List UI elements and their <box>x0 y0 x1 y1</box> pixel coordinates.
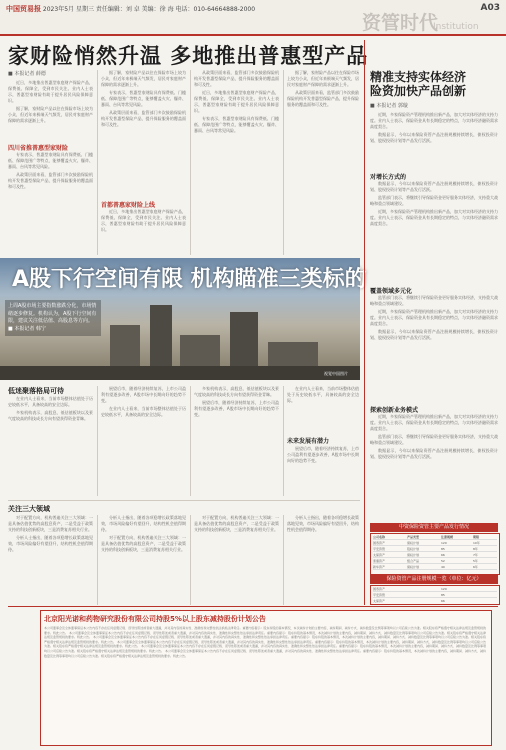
table-row <box>373 599 497 603</box>
story-two-paragraph: 在业内人士看来，当前市场整体估值处于历史较低水平，具备较高的安全边际。 <box>101 406 186 417</box>
column-divider <box>283 515 284 605</box>
table-row <box>373 553 497 558</box>
right-paragraph: 数据显示，今年以来保险资管产品注册规模持续增长，债权投资计划、股权投资计划等产品发行活跃。 <box>370 329 498 340</box>
table-cell: 产品类型 <box>407 535 420 539</box>
advertisement-body: 本公司董事会及全体董事保证本公告内容不存在任何虚假记载、误导性陈述或者重大遗漏，并对其内容的真实性、准确性和完整性依法承担法律责任。重要内容提示：股东持股的基本情况，本次减持计划的主要内容，减持期间、减持方式、减持数量及比例等事项均以公司后续公告为准。相关股东将严格遵守相关法律法规及监管规则的要求。特此公告。 <box>44 648 486 658</box>
right-text-2 <box>370 181 498 276</box>
photo-credit: 视觉中国图片 <box>324 371 348 376</box>
lead-paragraph: 近日，多地推出普惠型家庭财产保险产品，保费低、保障全，受到市民关注。业内人士表示，普惠型家财险有助于提升居民风险保障意识。 <box>194 90 279 113</box>
table-cell: 太保资产 <box>373 553 386 557</box>
lead-paragraph: 据了解，家财险产品以往在保险市场上较为小众，但近年来极端天气频发，居民对家庭财产保障的需求逐渐上升。 <box>287 70 359 87</box>
table-cell: 太保资产 <box>373 599 386 603</box>
story-two-column-4 <box>287 386 359 434</box>
right-paragraph: 数据显示，今年以来保险资管产品注册规模持续增长，债权投资计划、股权投资计划等产品发行活跃。 <box>370 448 498 459</box>
lead-paragraph: 专家表示，普惠型家财险具有保费低、门槛低、保障范围广等特点，能够覆盖火灾、爆炸、暴雨、台风等常见风险。 <box>101 90 186 107</box>
advertisement-body: 本公司董事会及全体董事保证本公告内容不存在任何虚假记载、误导性陈述或者重大遗漏，并对其内容的真实性、准确性和完整性依法承担法律责任。重要内容提示：股东持股的基本情况，本次减持计划的主要内容，减持期间、减持方式、减持数量及比例等事项均以公司后续公告为准。相关股东将严格遵守相关法律法规及监管规则的要求。特此公告。 <box>44 630 486 640</box>
right-paragraph: 近期，多家保险资产管理机构推出新产品，加大对实体经济的支持力度。业内人士表示，保险资金具有长期稳定的特点，与实体经济融资需求高度契合。 <box>370 309 498 326</box>
bottom-column-1 <box>8 515 93 605</box>
table-cell: 债权计划 <box>407 541 420 545</box>
lead-byline: ■ 本报记者 薛德 <box>8 71 46 77</box>
story-two-paragraph: 展望后市，随着经济持续复苏，上市公司盈利有望逐步改善，A股市场中长期向好的趋势不变。 <box>101 386 186 403</box>
story-two-column-4b <box>287 446 359 496</box>
column-divider <box>283 70 284 255</box>
table-cell: 120 <box>441 587 447 591</box>
lead-paragraph: 从政策层面来看，监管部门多次鼓励保险机构开发普惠型保险产品，提升保险服务的覆盖面和可及性。 <box>101 110 186 127</box>
column-divider <box>283 386 284 496</box>
advertisement-body: 本公司董事会及全体董事保证本公告内容不存在任何虚假记载、误导性陈述或者重大遗漏，并对其内容的真实性、准确性和完整性依法承担法律责任。重要内容提示：股东持股的基本情况，本次减持计划的主要内容，减持期间、减持方式、减持数量及比例等事项均以公司后续公告为准。相关股东将严格遵守相关法律法规及监管规则的要求。特此公告。 <box>44 635 486 644</box>
data-table <box>370 533 500 575</box>
table-cell: 85 <box>441 547 445 551</box>
table-cell: 52 <box>441 559 445 563</box>
section-subtitle: Institution <box>433 22 479 32</box>
masthead-date: 2023年5月 <box>42 6 75 13</box>
lead-paragraph: 近日，多地推出普惠型家庭财产保险产品，保费低、保障全，受到市民关注。业内人士表示，普惠型家财险有助于提升居民风险保障意识。 <box>101 209 186 232</box>
right-paragraph: 近期，多家保险资产管理机构推出新产品，加大对实体经济的支持力度。业内人士表示，保险资金具有长期稳定的特点，与实体经济融资需求高度契合。 <box>370 414 498 431</box>
right-headline <box>370 70 466 98</box>
edition-info: 星期三 责任编辑：刘 卓 美编：徐 海 电话：010-64664888-2000 <box>75 6 256 13</box>
table-row <box>373 593 497 598</box>
photo-caption-byline: ■ 本报记者 韩宁 <box>8 325 46 332</box>
photo-caption-text: 上周A股市场主要指数涨跌分化，市场情绪逐步修复。机构认为，A股下行空间有限，建议关注低估值、高股息等方向。 <box>8 303 97 324</box>
right-byline: ■ 本报记者 郭璇 <box>370 103 408 109</box>
right-paragraph: 数据显示，今年以来保险资管产品注册规模持续增长，债权投资计划、股权投资计划等产品发行活跃。 <box>370 181 498 192</box>
story-two-paragraph: 展望后市，随着经济持续复苏，上市公司盈利有望逐步改善，A股市场中长期向好的趋势不变。 <box>194 400 279 417</box>
table-cell: 国寿资产 <box>373 587 386 591</box>
table-cell: 组合产品 <box>407 559 420 563</box>
table-cell: 期限 <box>473 535 480 539</box>
ad-top-rule <box>8 606 498 607</box>
lead-column-4 <box>287 70 359 255</box>
table-title: 保险资管产品注册规模一览（单位：亿元） <box>370 575 498 584</box>
table-cell: 平安资管 <box>373 593 386 597</box>
table-row <box>373 587 497 592</box>
header-divider <box>0 34 506 36</box>
right-headline-line1: 精准支持实体经济 <box>370 70 467 84</box>
table-cell: 债权计划 <box>407 553 420 557</box>
right-text-3 <box>370 295 498 395</box>
photo-caption <box>5 300 101 336</box>
right-subhead: 对增长方式的 <box>370 174 407 181</box>
lead-column-3 <box>194 70 279 255</box>
table-cell: 债权计划 <box>407 565 420 569</box>
table-cell: 股权计划 <box>407 547 420 551</box>
lead-headline: 家财险悄然升温 多地推出普惠型产品 <box>8 44 369 68</box>
table-cell: 新华资产 <box>373 565 386 569</box>
table-cell: 10年 <box>473 541 480 545</box>
bottom-section-title: 关注三大领域 <box>8 505 50 513</box>
data-table <box>370 585 500 605</box>
bottom-paragraph: 对于配置方向，机构普遍关注三大领域：一是具备估值优势的高股息资产，二是受益于政策支持的科技创新板块，三是消费复苏相关行业。 <box>101 535 186 552</box>
lead-column-2 <box>101 70 186 190</box>
story-two-paragraph: 多家机构表示，高股息、低估值板块以及景气度较高的科技成长方向有望获得资金青睐。 <box>8 410 93 421</box>
story-two-paragraph: 在业内人士看来，当前市场整体估值处于历史较低水平，具备较高的安全边际。 <box>287 386 359 403</box>
table-cell: 8年 <box>473 547 478 551</box>
column-divider <box>97 386 98 496</box>
bottom-paragraph: 分析人士指出，随着各项稳增长政策落地见效，市场风险偏好有望回升，结构性机会值得期待。 <box>101 515 186 532</box>
column-divider <box>190 386 191 496</box>
table-cell: 6年 <box>473 565 478 569</box>
paper-name: 中国贸易报 <box>6 5 41 13</box>
table-cell: 泰康资产 <box>373 559 386 563</box>
table-cell: 国寿资产 <box>373 541 386 545</box>
table-cell: 85 <box>441 593 445 597</box>
table-cell: 公司名称 <box>373 535 386 539</box>
right-paragraph: 监管部门表示，将继续引导保险资金更好服务实体经济，支持重大战略和重点领域建设。 <box>370 295 498 306</box>
table-row <box>373 535 497 540</box>
table-cell: 66 <box>441 553 445 557</box>
section-divider <box>8 500 360 501</box>
story-two-column-2 <box>101 386 186 496</box>
story-two-column-1 <box>8 396 93 496</box>
table-cell: 7年 <box>473 553 478 557</box>
right-paragraph: 监管部门表示，将继续引导保险资金更好服务实体经济，支持重大战略和重点领域建设。 <box>370 195 498 206</box>
right-paragraph: 近期，多家保险资产管理机构推出新产品，加大对实体经济的支持力度。业内人士表示，保险资金具有长期稳定的特点，与实体经济融资需求高度契合。 <box>370 112 498 129</box>
table-row <box>373 541 497 546</box>
section-title: 资管时代 <box>362 12 439 34</box>
lead-paragraph: 从政策层面来看，监管部门多次鼓励保险机构开发普惠型保险产品，提升保险服务的覆盖面和可及性。 <box>194 70 279 87</box>
story-two-column-3 <box>194 386 279 496</box>
bottom-paragraph: 分析人士指出，随着各项稳增长政策落地见效，市场风险偏好有望回升，结构性机会值得期待。 <box>287 515 359 532</box>
table-row <box>373 559 497 564</box>
photo-ground <box>0 366 360 380</box>
bottom-paragraph: 对于配置方向，机构普遍关注三大领域：一是具备估值优势的高股息资产，二是受益于政策支持的科技创新板块，三是消费复苏相关行业。 <box>8 515 93 532</box>
table-cell: 66 <box>441 599 445 603</box>
lead-paragraph: 据了解，家财险产品以往在保险市场上较为小众，但近年来极端天气频发，居民对家庭财产保障的需求逐渐上升。 <box>8 106 93 123</box>
lead-column-2b <box>101 209 186 254</box>
right-subhead: 探索创新业务模式 <box>370 407 419 414</box>
column-divider <box>97 70 98 255</box>
advertisement-text <box>44 626 486 738</box>
bottom-column-3 <box>194 515 279 605</box>
lead-paragraph: 近日，多地推出普惠型家庭财产保险产品，保费低、保障全，受到市民关注。业内人士表示，普惠型家财险有助于提升居民风险保障意识。 <box>8 80 93 103</box>
lead-column-1b <box>8 152 93 252</box>
right-paragraph: 监管部门表示，将继续引导保险资金更好服务实体经济，支持重大战略和重点领域建设。 <box>370 434 498 445</box>
bottom-paragraph: 对于配置方向，机构普遍关注三大领域：一是具备估值优势的高股息资产，二是受益于政策支持的科技创新板块，三是消费复苏相关行业。 <box>194 515 279 532</box>
table-title: 中资保险资管主要产品发行情况 <box>370 523 498 532</box>
lead-paragraph: 专家表示，普惠型家财险具有保费低、门槛低、保障范围广等特点，能够覆盖火灾、爆炸、暴雨、台风等常见风险。 <box>8 152 93 169</box>
right-text-4 <box>370 414 498 519</box>
advertisement-body: 本公司董事会及全体董事保证本公告内容不存在任何虚假记载、误导性陈述或者重大遗漏，并对其内容的真实性、准确性和完整性依法承担法律责任。重要内容提示：股东持股的基本情况，本次减持计划的主要内容，减持期间、减持方式、减持数量及比例等事项均以公司后续公告为准。相关股东将严格遵守相关法律法规及监管规则的要求。特此公告。 <box>44 644 486 653</box>
story-two-paragraph: 展望后市，随着经济持续复苏，上市公司盈利有望逐步改善，A股市场中长期向好的趋势不变。 <box>287 446 359 463</box>
advertisement-body: 本公司董事会及全体董事保证本公告内容不存在任何虚假记载、误导性陈述或者重大遗漏，并对其内容的真实性、准确性和完整性依法承担法律责任。重要内容提示：股东持股的基本情况，本次减持计划的主要内容，减持期间、减持方式、减持数量及比例等事项均以公司后续公告为准。相关股东将严格遵守相关法律法规及监管规则的要求。特此公告。 <box>44 626 486 635</box>
right-column-divider <box>364 40 365 605</box>
column-divider <box>190 70 191 255</box>
table-row <box>373 565 497 570</box>
table-cell: 40 <box>441 565 445 569</box>
advertisement-title: 北京阳光诺和药物研究股份有限公司持股5%以上股东减持股份计划公告 <box>44 615 266 623</box>
bottom-column-4 <box>287 515 359 605</box>
column-divider <box>190 515 191 605</box>
story-two-subhead: 低迷聚落格局可待 <box>8 387 64 395</box>
story-two-paragraph: 在业内人士看来，当前市场整体估值处于历史较低水平，具备较高的安全边际。 <box>8 396 93 407</box>
right-paragraph: 数据显示，今年以来保险资管产品注册规模持续增长，债权投资计划、股权投资计划等产品发行活跃。 <box>370 132 498 143</box>
right-headline-line2: 险资加快产品创新 <box>370 84 467 98</box>
table-cell: 5年 <box>473 559 478 563</box>
table-cell: 120 <box>441 541 447 545</box>
lead-paragraph: 专家表示，普惠型家财险具有保费低、门槛低、保障范围广等特点，能够覆盖火灾、爆炸、暴雨、台风等常见风险。 <box>194 116 279 133</box>
story-two-subhead: 未来发展有潜力 <box>287 438 330 445</box>
advertisement-body: 本公司董事会及全体董事保证本公告内容不存在任何虚假记载、误导性陈述或者重大遗漏，并对其内容的真实性、准确性和完整性依法承担法律责任。重要内容提示：股东持股的基本情况，本次减持计划的主要内容，减持期间、减持方式、减持数量及比例等事项均以公司后续公告为准。相关股东将严格遵守相关法律法规及监管规则的要求。特此公告。 <box>44 639 486 649</box>
story-two-paragraph: 多家机构表示，高股息、低估值板块以及景气度较高的科技成长方向有望获得资金青睐。 <box>194 386 279 397</box>
lead-paragraph: 从政策层面来看，监管部门多次鼓励保险机构开发普惠型保险产品，提升保险服务的覆盖面和可及性。 <box>8 172 93 189</box>
masthead <box>6 4 255 14</box>
table-cell: 注册规模 <box>441 535 454 539</box>
column-divider <box>97 515 98 605</box>
table-cell: 平安资管 <box>373 547 386 551</box>
bottom-column-2 <box>101 515 186 605</box>
photo-headline: A股下行空间有限 机构瞄准三类标的 <box>12 267 367 292</box>
table-row <box>373 547 497 552</box>
lead-paragraph: 据了解，家财险产品以往在保险市场上较为小众，但近年来极端天气频发，居民对家庭财产保障的需求逐渐上升。 <box>101 70 186 87</box>
right-paragraph: 近期，多家保险资产管理机构推出新产品，加大对实体经济的支持力度。业内人士表示，保险资金具有长期稳定的特点，与实体经济融资需求高度契合。 <box>370 209 498 226</box>
lead-column-1 <box>8 80 93 140</box>
bottom-paragraph: 分析人士指出，随着各项稳增长政策落地见效，市场风险偏好有望回升，结构性机会值得期待。 <box>8 535 93 552</box>
page-number: A03 <box>480 3 500 13</box>
right-text-1 <box>370 112 498 167</box>
lead-subhead: 首都普惠家财险上线 <box>101 202 156 209</box>
lead-paragraph: 从政策层面来看，监管部门多次鼓励保险机构开发普惠型保险产品，提升保险服务的覆盖面和可及性。 <box>287 90 359 107</box>
lead-subhead: 四川省推普惠型家财险 <box>8 145 69 152</box>
right-subhead: 覆盖领域多元化 <box>370 288 413 295</box>
